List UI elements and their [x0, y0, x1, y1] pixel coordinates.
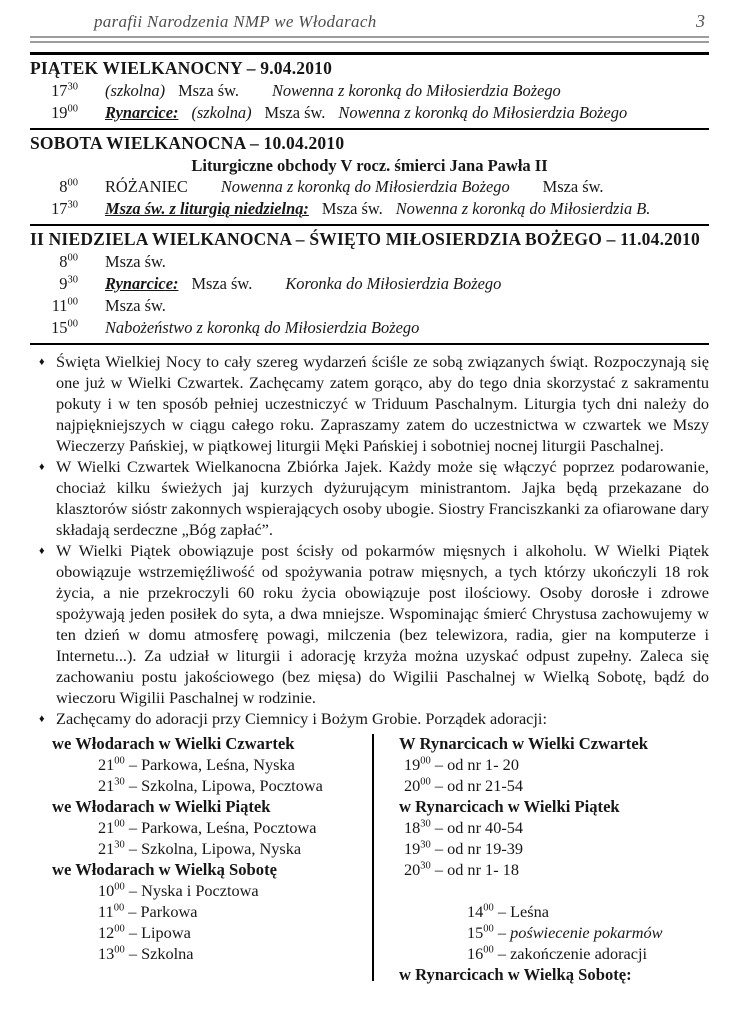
row-content [105, 273, 709, 295]
mass-label: Msza św. [321, 199, 383, 218]
adoration-block-header: we Włodarach w Wielki Piątek [52, 797, 271, 816]
announcement-item [30, 456, 709, 540]
adoration-block-header: we Włodarach w Wielką Sobotę [52, 860, 277, 879]
row-content [105, 198, 709, 220]
item-text: – od nr 21-54 [434, 776, 524, 795]
row-time [30, 102, 78, 124]
row-time [30, 176, 78, 198]
minutes-superscript: 00 [420, 776, 431, 788]
minutes-superscript: 30 [67, 274, 78, 286]
adoration-item [42, 901, 372, 922]
item-hour: 15 [467, 923, 484, 942]
row-content [105, 295, 709, 317]
minutes-superscript: 00 [67, 177, 78, 189]
page-number: 3 [696, 11, 705, 31]
adoration-block-header: w Rynarcicach w Wielki Piątek [399, 797, 620, 816]
row-content [105, 317, 709, 339]
item-hour: 21 [98, 818, 115, 837]
announcement-item [30, 540, 709, 708]
mass-label: Msza św. [105, 252, 166, 271]
mass-kind-label: Msza św. z liturgią niedzielną: [105, 199, 309, 218]
row-time [30, 295, 78, 317]
adoration-item [42, 922, 372, 943]
announcement-text: Święta Wielkiej Nocy to cały szereg wydarzeń ściśle ze sobą związanych świąt. Rozpoczynają się one już w Wielki Czwartek. Zachęcamy zatem gorąco, aby do tego dnia skorzystać z sakramentu pokuty i w ten sposób pełniej uczestniczyć w Triduum Paschalnym. Liturgia tych dni należy do najpiękniejszych w ciągu całego roku. Zapraszamy zatem do uczestnictwa w czwartek we Mszy Wieczerzy Pańskiej, w piątkowej liturgii Męki Pańskiej i sobotniej nocnej liturgii Paschalnej. [56, 352, 709, 455]
adoration-item [42, 838, 372, 859]
hour: 11 [51, 296, 68, 315]
item-text: – Leśna [497, 902, 549, 921]
adoration-item [399, 838, 709, 859]
schedule-row [30, 317, 709, 339]
item-text: – zakończenie adoracji [497, 944, 648, 963]
row-content [105, 251, 709, 273]
item-text: – Szkolna [128, 944, 194, 963]
mass-label: Msza św. [191, 274, 253, 293]
item-hour: 21 [98, 755, 115, 774]
adoration-item [42, 775, 326, 796]
item-text: – Lipowa [128, 923, 191, 942]
adoration-item [399, 901, 709, 922]
minutes-superscript: 30 [67, 81, 78, 93]
adoration-item [399, 859, 709, 880]
minutes-superscript: 30 [420, 860, 431, 872]
row-time [30, 80, 78, 102]
adoration-item [42, 943, 372, 964]
schedule-row [30, 273, 709, 295]
adoration-right-column [374, 733, 709, 985]
mass-schedule [30, 52, 709, 345]
row-content [105, 102, 709, 124]
item-text: – poświecenie pokarmów [497, 923, 663, 942]
minutes-superscript: 00 [114, 818, 125, 830]
item-hour: 20 [404, 860, 421, 879]
devotion-note: Nowenna z koronką do Miłosierdzia Bożego [220, 177, 510, 196]
item-text: – Parkowa, Leśna, Nyska [128, 755, 295, 774]
adoration-columns [30, 733, 709, 985]
page-title: parafii Narodzenia NMP we Włodarach [94, 12, 377, 31]
minutes-superscript: 00 [114, 923, 125, 935]
adoration-item [399, 754, 709, 775]
minutes-superscript: 00 [483, 944, 494, 956]
hour: 17 [51, 81, 68, 100]
minutes-superscript: 00 [483, 902, 494, 914]
row-content [105, 176, 709, 198]
item-hour: 16 [467, 944, 484, 963]
mass-label: Msza św. [542, 177, 604, 196]
devotion-note: Nowenna z koronką do Miłosierdzia B. [395, 199, 651, 218]
section-heading: SOBOTA WIELKANOCNA – 10.04.2010 [30, 133, 345, 153]
schedule-row [30, 80, 709, 102]
minutes-superscript: 30 [420, 839, 431, 851]
mass-label: Msza św. [178, 81, 239, 100]
item-hour: 10 [98, 881, 115, 900]
schedule-row [30, 176, 709, 198]
adoration-item [399, 922, 709, 943]
announcement-text: W Wielki Czwartek Wielkanocna Zbiórka Jajek. Każdy może się włączyć poprzez podarowanie, chociaż kilku świeżych jaj kurzych dyżurującym ministrantom. Jajka będą przekazane do klasztorów sióstr zakonnych wspierających osoby ubogie. Siostry Franciszkanki za ofiarowane dary składają serdeczne „Bóg zapłać”. [56, 457, 709, 539]
item-hour: 13 [98, 944, 115, 963]
minutes-superscript: 00 [67, 296, 78, 308]
item-text: – od nr 19-39 [434, 839, 524, 858]
item-hour: 20 [404, 776, 421, 795]
schedule-section-saturday [30, 128, 709, 224]
item-text: – od nr 40-54 [434, 818, 524, 837]
section-heading: PIĄTEK WIELKANOCNY – 9.04.2010 [30, 58, 333, 78]
schedule-row [30, 102, 709, 124]
item-text: – Szkolna, Lipowa, Nyska [128, 839, 302, 858]
section-heading: II NIEDZIELA WIELKANOCNA – ŚWIĘTO MIŁOSIERDZIA BOŻEGO – 11.04.2010 [30, 229, 700, 249]
item-hour: 11 [98, 902, 114, 921]
mass-type-note: (szkolna) [105, 81, 166, 100]
devotion-note: Nowenna z koronką do Miłosierdzia Bożego [338, 103, 628, 122]
devotion-note: Nowenna z koronką do Miłosierdzia Bożego [271, 81, 561, 100]
mass-label: Msza św. [105, 296, 166, 315]
adoration-block-header: w Rynarcicach w Wielką Sobotę: [399, 965, 632, 984]
minutes-superscript: 00 [113, 902, 125, 914]
minutes-superscript: 00 [67, 103, 78, 115]
adoration-item [399, 943, 709, 964]
column-gap [399, 880, 709, 901]
mass-type-note: (szkolna) [191, 103, 252, 122]
item-text: – Parkowa, Leśna, Pocztowa [128, 818, 317, 837]
announcement-text: Zachęcamy do adoracji przy Ciemnicy i Bożym Grobie. Porządek adoracji: [56, 709, 547, 728]
minutes-superscript: 30 [114, 776, 125, 788]
schedule-section-friday [30, 55, 709, 128]
diamond-bullet-icon: ♦ [39, 461, 45, 473]
minutes-superscript: 00 [483, 923, 494, 935]
location-label: Rynarcice: [105, 274, 179, 293]
item-hour: 19 [404, 839, 421, 858]
hour: 9 [59, 274, 68, 293]
item-hour: 21 [98, 776, 115, 795]
header-divider [30, 36, 709, 43]
row-time [30, 273, 78, 295]
minutes-superscript: 00 [67, 318, 78, 330]
item-hour: 21 [98, 839, 115, 858]
row-time [30, 198, 78, 220]
diamond-bullet-icon: ♦ [39, 545, 45, 557]
announcement-item [30, 351, 709, 456]
page-header [30, 8, 709, 36]
schedule-row [30, 198, 709, 220]
item-text: – Szkolna, Lipowa, Pocztowa [128, 776, 323, 795]
item-hour: 14 [467, 902, 484, 921]
minutes-superscript: 30 [67, 199, 78, 211]
hour: 19 [51, 103, 68, 122]
item-text: – Nyska i Pocztowa [128, 881, 259, 900]
announcement-item [30, 708, 709, 730]
item-text: – od nr 1- 20 [434, 755, 519, 774]
row-time [30, 317, 78, 339]
minutes-superscript: 00 [114, 881, 125, 893]
minutes-superscript: 00 [114, 944, 125, 956]
minutes-superscript: 00 [420, 755, 431, 767]
item-text: – od nr 1- 18 [434, 860, 519, 879]
adoration-item [399, 775, 709, 796]
devotion-label: RÓŻANIEC [105, 177, 188, 196]
hour: 8 [59, 177, 68, 196]
hour: 8 [59, 252, 68, 271]
row-time [30, 251, 78, 273]
devotion-note: Nabożeństwo z koronką do Miłosierdzia Bożego [105, 318, 420, 337]
adoration-item [42, 817, 372, 838]
location-label: Rynarcice: [105, 103, 179, 122]
diamond-bullet-icon: ♦ [39, 713, 45, 725]
hour: 17 [51, 199, 68, 218]
item-hour: 12 [98, 923, 115, 942]
section-subheading: Liturgiczne obchody V rocz. śmierci Jana Pawła II [191, 156, 548, 175]
item-hour: 19 [404, 755, 421, 774]
devotion-note: Koronka do Miłosierdzia Bożego [285, 274, 502, 293]
adoration-block-header: we Włodarach w Wielki Czwartek [52, 734, 295, 753]
minutes-superscript: 30 [114, 839, 125, 851]
adoration-left-column [30, 733, 372, 985]
adoration-item [399, 817, 709, 838]
item-text: – Parkowa [128, 902, 198, 921]
minutes-superscript: 00 [67, 252, 78, 264]
adoration-item [42, 754, 372, 775]
minutes-superscript: 00 [114, 755, 125, 767]
schedule-section-sunday [30, 224, 709, 343]
schedule-row [30, 251, 709, 273]
announcement-text: W Wielki Piątek obowiązuje post ścisły od pokarmów mięsnych i alkoholu. W Wielki Piątek obowiązuje wstrzemięźliwość od spożywania potraw mięsnych, a tych którzy ukończyli 18 rok życia, a nie przekroczyli 60 roku życia obowiązuje post ilościowy. Osoby dorosłe i zdrowe spożywają jeden posiłek do syta, a dwa mniejsze. Wspominając śmierć Chrystusa zachowujemy w ten dzień w domu atmosferę powagi, milczenia (bez telewizora, radia, gier na komputerze i Internetu...). Za udział w liturgii i adorację krzyża można uzyskać odpust zupełny. Zaleca się zachowaniu postu jakościowego (bez mięsa) do Wigilii Paschalnej w Wielką Sobotę, bądź do wieczoru Wigilii Paschalnej w rodzinie. [56, 541, 709, 707]
minutes-superscript: 30 [420, 818, 431, 830]
announcements-list [30, 351, 709, 730]
schedule-row [30, 295, 709, 317]
item-hour: 18 [404, 818, 421, 837]
adoration-item [42, 880, 372, 901]
diamond-bullet-icon: ♦ [39, 356, 45, 368]
mass-label: Msza św. [264, 103, 326, 122]
adoration-block-header: W Rynarcicach w Wielki Czwartek [399, 734, 648, 753]
row-content [105, 80, 709, 102]
hour: 15 [51, 318, 68, 337]
